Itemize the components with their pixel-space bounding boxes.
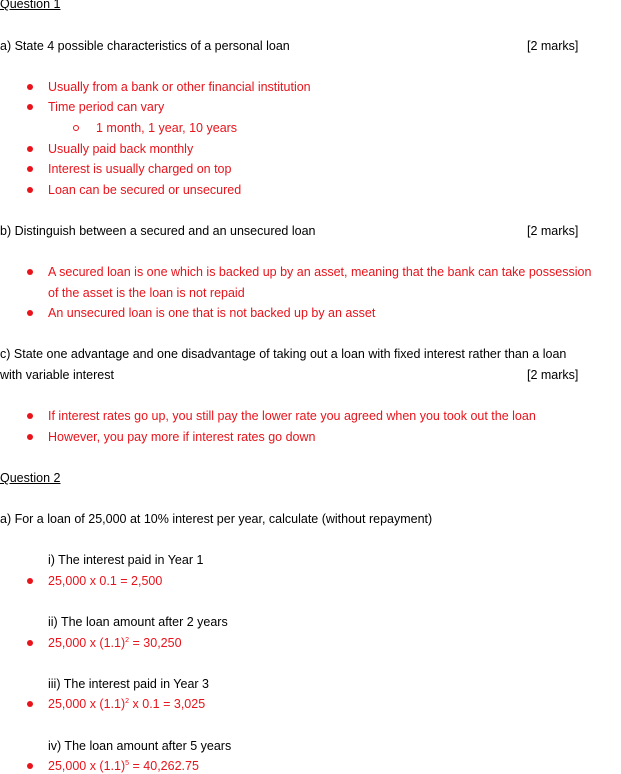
bullet-icon — [27, 640, 33, 646]
q1b-marks: [2 marks] — [527, 224, 579, 238]
q1a-question: a) State 4 possible characteristics of a personal loan — [0, 39, 290, 53]
bullet-icon — [27, 146, 33, 152]
bullet-icon — [27, 84, 33, 90]
q1a-answer-1: Usually from a bank or other financial institution — [48, 80, 311, 94]
bullet-icon — [27, 763, 33, 769]
q2a-part-2-answer: 25,000 x $(1.1)^2 = 30,250$ — [48, 636, 182, 650]
question-2-heading: Question 2 — [0, 471, 61, 485]
bullet-icon — [27, 578, 33, 584]
q2a-part-4-label: iv) The loan amount after 5 years — [48, 739, 232, 753]
q1c-marks: [2 marks] — [527, 368, 579, 382]
q1b-answer-2: An unsecured loan is one that is not backed up by an asset — [48, 306, 376, 320]
q1a-answer-5: Loan can be secured or unsecured — [48, 183, 242, 197]
bullet-icon — [27, 269, 33, 275]
q2a-part-2-label: ii) The loan amount after 2 years — [48, 615, 228, 629]
q1a-marks: [2 marks] — [527, 39, 579, 53]
bullet-icon — [27, 701, 33, 707]
bullet-icon — [27, 413, 33, 419]
q1b-question: b) Distinguish between a secured and an unsecured loan — [0, 224, 316, 238]
q1a-answer-2-sub: 1 month, 1 year, 10 years — [96, 121, 238, 135]
q2a-part-1-label: i) The interest paid in Year 1 — [48, 553, 204, 567]
bullet-icon — [27, 187, 33, 193]
bullet-icon — [27, 310, 33, 316]
q1c-answer-2: However, you pay more if interest rates go down — [48, 430, 316, 444]
hollow-bullet-icon — [73, 125, 79, 131]
q2a-part-3-answer: 25,000 x $(1.1)^2$ x 0.1 = 3,025 — [48, 697, 206, 711]
q1a-answer-3: Usually paid back monthly — [48, 142, 194, 156]
q2a-question: a) For a loan of 25,000 at 10% interest per year, calculate (without repayment) — [0, 512, 433, 526]
q2a-part-4-answer: 25,000 x $(1.1)^5 = 40,262.75$ — [48, 759, 199, 773]
q1a-answer-4: Interest is usually charged on top — [48, 162, 232, 176]
q1c-question-line2: with variable interest — [0, 368, 114, 382]
bullet-icon — [27, 166, 33, 172]
bullet-icon — [27, 434, 33, 440]
q2a-part-1-answer: 25,000 x 0.1 = 2,500 — [48, 574, 163, 588]
q1c-question-line1: c) State one advantage and one disadvantage of taking out a loan with fixed interest rather than a loan — [0, 347, 567, 361]
q1a-answer-2: Time period can vary — [48, 100, 165, 114]
q2a-part-3-label: iii) The interest paid in Year 3 — [48, 677, 209, 691]
q1b-answer-1: A secured loan is one which is backed up by an asset, meaning that the bank can take possession — [48, 265, 592, 279]
question-1-heading: Question 1 — [0, 0, 61, 11]
bullet-icon — [27, 104, 33, 110]
q1b-answer-1-cont: of the asset is the loan is not repaid — [48, 286, 245, 300]
q1c-answer-1: If interest rates go up, you still pay the lower rate you agreed when you took out the loan — [48, 409, 536, 423]
